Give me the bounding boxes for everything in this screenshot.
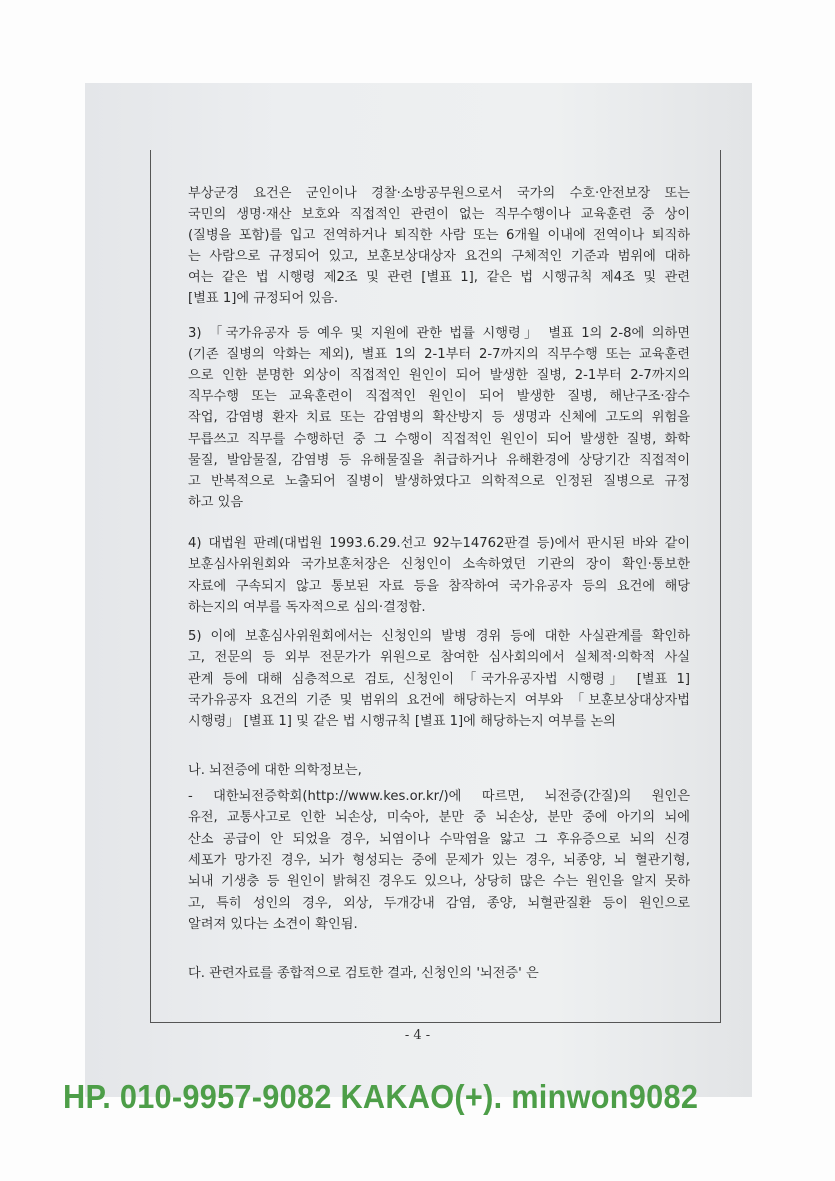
paragraph-p5-line: 국가유공자 요건의 기준 및 범위의 요건에 해당하는지 여부와 「보훈보상대상자법 (188, 692, 690, 708)
paragraph-dash-line: 뇌내 기생충 등 원인이 밝혀진 경우도 있으나, 상당히 많은 수는 원인을 알지 못하 (188, 874, 690, 890)
paragraph-p4-line: 4) 대법원 판례(대법원 1993.6.29.선고 92누14762판결 등)에서 판시된 바와 같이 (188, 536, 690, 551)
paragraph-p1-line: 부상군경 요건은 군인이나 경찰·소방공무원으로서 국가의 수호·안전보장 또는 (188, 186, 690, 201)
paragraph-p4-line: 자료에 구속되지 않고 통보된 자료 등을 참작하여 국가유공자 등의 요건에 해당 (188, 578, 690, 594)
paragraph-p4-line: 보훈심사위원회와 국가보훈처장은 신청인이 소속하였던 기관의 장이 확인·통보한 (188, 557, 690, 573)
paragraph-da-line: 다. 관련자료를 종합적으로 검토한 결과, 신청인의 '뇌전증' 은 (188, 966, 539, 981)
page-number: - 4 - (404, 1028, 431, 1043)
paragraph-dash-line: 유전, 교통사고로 인한 뇌손상, 미숙아, 분만 중 뇌손상, 분만 중에 아기의 뇌에 (188, 810, 690, 826)
paragraph-dash-line: 알려져 있다는 소견이 확인됨. (188, 916, 358, 932)
paragraph-dash-line: 고, 특히 성인의 경우, 외상, 두개강내 감염, 종양, 뇌혈관질환 등이 원인으로 (188, 895, 690, 911)
paragraph-p1-line: 여는 같은 법 시행령 제2조 및 관련 [별표 1], 같은 법 시행규칙 제4조 및 관련 (188, 270, 690, 285)
paragraph-p1-line: (질병을 포함)를 입고 전역하거나 퇴직한 사람 또는 6개월 이내에 전역이나 퇴직하 (188, 228, 690, 243)
paragraph-p3-line: 으로 인한 분명한 외상이 직접적인 원인이 되어 발생한 질병, 2-1부터 2-7까지의 (188, 368, 690, 384)
paragraph-p5-line: 5) 이에 보훈심사위원회에서는 신청인의 발병 경위 등에 대한 사실관계를 확인하 (188, 629, 690, 644)
paragraph-p4-line: 하는지의 여부를 독자적으로 심의·결정함. (188, 599, 426, 615)
paragraph-p3-line: (기존 질병의 악화는 제외), 별표 1의 2-1부터 2-7까지의 직무수행 또는 교육훈련 (188, 347, 690, 363)
paragraph-p3-line: 작업, 감염병 환자 치료 또는 감염병의 확산방지 등 생명과 신체에 고도의 위험을 (188, 410, 690, 426)
paragraph-p5-line: 관계 등에 대해 심층적으로 검토, 신청인이 「국가유공자법 시행령」 [별표 1] (188, 671, 690, 687)
paragraph-p1-line: 는 사람으로 규정되어 있고, 보훈보상대상자 요건의 구체적인 기준과 범위에 대하 (188, 249, 690, 264)
paragraph-p3-line: 3) 「국가유공자 등 예우 및 지원에 관한 법률 시행령」 별표 1의 2-8에 의하면 (188, 326, 690, 341)
paragraph-dash-line: - 대한뇌전증학회(http://www.kes.or.kr/)에 따르면, 뇌전증(간질)의 원인은 (188, 789, 690, 804)
paragraph-p3-line: 직무수행 또는 교육훈련이 직접적인 원인이 되어 발생한 질병, 해난구조·잠수 (188, 389, 690, 405)
paragraph-p5-line: 시행령」 [별표 1] 및 같은 법 시행규칙 [별표 1]에 해당하는지 여부를 논의 (188, 714, 616, 730)
paragraph-p3-line: 고 반복적으로 노출되어 질병이 발생하였다고 의학적으로 인정된 질병으로 규정 (188, 473, 690, 489)
paragraph-dash-line: 세포가 망가진 경우, 뇌가 형성되는 중에 문제가 있는 경우, 뇌종양, 뇌 혈관기형, (188, 852, 690, 868)
paragraph-p3-line: 물질, 발암물질, 감염병 등 유해물질을 취급하거나 유해환경에 상당기간 직접적이 (188, 452, 690, 468)
paragraph-p3-line: 하고 있음 (188, 494, 244, 510)
paragraph-p5-line: 고, 전문의 등 외부 전문가가 위원으로 참여한 심사회의에서 실체적·의학적 사실 (188, 650, 690, 666)
paragraph-dash-line: 산소 공급이 안 되었을 경우, 뇌염이나 수막염을 앓고 그 후유증으로 뇌의 신경 (188, 831, 690, 847)
paragraph-p1-line: [별표 1]에 규정되어 있음. (188, 291, 339, 306)
paragraph-p1-line: 국민의 생명·재산 보호와 직접적인 관련이 없는 직무수행이나 교육훈련 중 상이 (188, 207, 690, 222)
paragraph-na-line: 나. 뇌전증에 대한 의학정보는, (188, 763, 362, 778)
paragraph-p3-line: 무릅쓰고 직무를 수행하던 중 그 수행이 직접적인 원인이 되어 발생한 질병, 화학 (188, 431, 690, 447)
contact-watermark: HP. 010-9957-9082 KAKAO(+). minwon9082 (63, 1078, 699, 1115)
